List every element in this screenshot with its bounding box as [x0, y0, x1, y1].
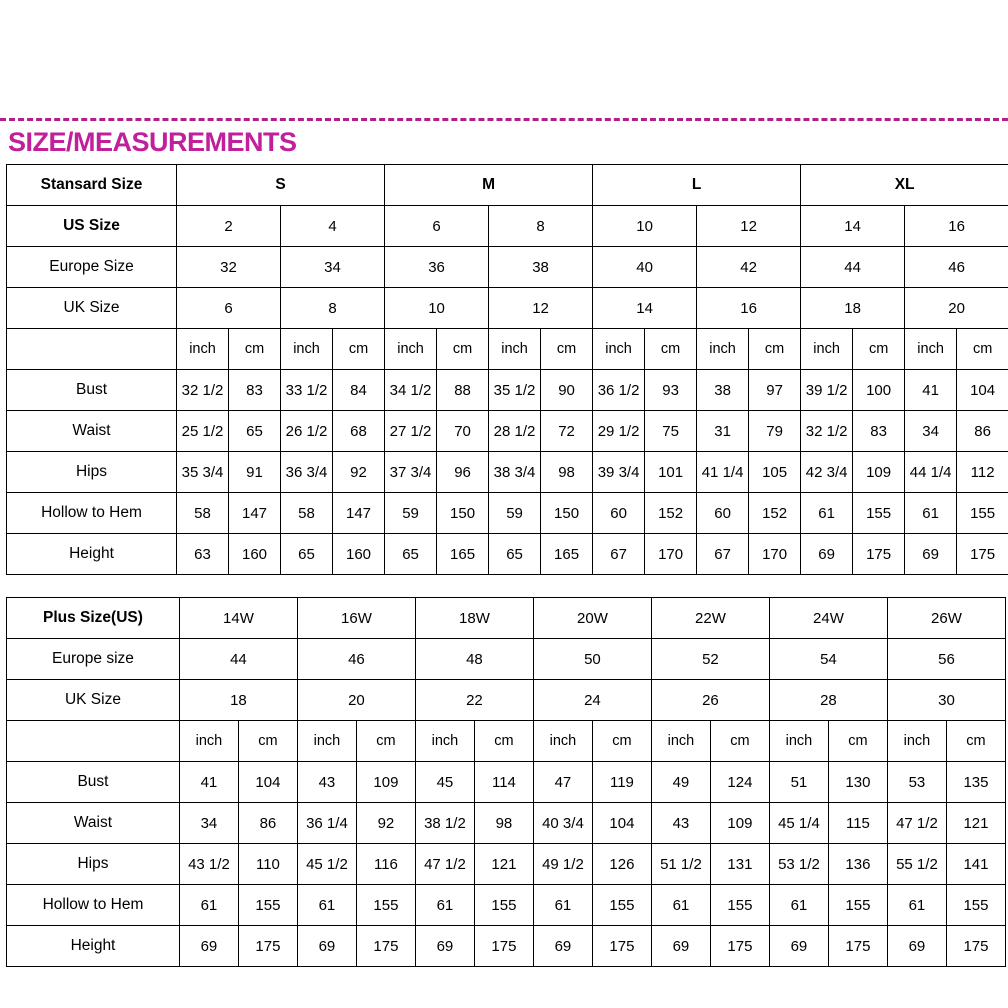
- cell: 16: [697, 288, 801, 329]
- unit-cell: cm: [592, 721, 651, 762]
- cell: 152: [749, 493, 801, 534]
- unit-cell: inch: [385, 329, 437, 370]
- row-label-empty: [7, 329, 177, 370]
- table-row: [7, 411, 1008, 452]
- cell: 104: [238, 762, 297, 803]
- cell: 110: [238, 844, 297, 885]
- cell: 92: [356, 803, 415, 844]
- cell: 48: [415, 639, 533, 680]
- cell: 42: [697, 247, 801, 288]
- cell: 61: [651, 885, 710, 926]
- cell: 44 1/4: [905, 452, 957, 493]
- cell: 69: [905, 534, 957, 575]
- cell: 36 1/2: [593, 370, 645, 411]
- cell: 61: [769, 885, 828, 926]
- cell: 6: [177, 288, 281, 329]
- cell: 40: [593, 247, 697, 288]
- cell: 155: [946, 885, 1005, 926]
- cell: 20: [905, 288, 1008, 329]
- cell: 124: [710, 762, 769, 803]
- cell: 61: [801, 493, 853, 534]
- cell: 98: [474, 803, 533, 844]
- cell: 41 1/4: [697, 452, 749, 493]
- row-label-hips: Hips: [7, 452, 177, 493]
- cell: 52: [651, 639, 769, 680]
- table-row-header: [7, 598, 1006, 639]
- plus-size-header: Plus Size(US): [7, 598, 180, 639]
- table-row: [7, 639, 1006, 680]
- plus-size-22w: 22W: [651, 598, 769, 639]
- unit-cell: cm: [710, 721, 769, 762]
- cell: 49 1/2: [533, 844, 592, 885]
- cell: 6: [385, 206, 489, 247]
- cell: 8: [489, 206, 593, 247]
- cell: 44: [801, 247, 905, 288]
- unit-cell: cm: [645, 329, 697, 370]
- cell: 16: [905, 206, 1008, 247]
- unit-cell: cm: [437, 329, 489, 370]
- unit-cell: inch: [489, 329, 541, 370]
- cell: 90: [541, 370, 593, 411]
- cell: 175: [710, 926, 769, 967]
- cell: 175: [356, 926, 415, 967]
- cell: 155: [853, 493, 905, 534]
- cell: 135: [946, 762, 1005, 803]
- table-row-units: [7, 329, 1008, 370]
- unit-cell: cm: [946, 721, 1005, 762]
- cell: 92: [333, 452, 385, 493]
- row-label-us-size: US Size: [7, 206, 177, 247]
- cell: 10: [593, 206, 697, 247]
- row-label-uk-size: UK Size: [7, 680, 180, 721]
- cell: 39 3/4: [593, 452, 645, 493]
- cell: 39 1/2: [801, 370, 853, 411]
- cell: 55 1/2: [887, 844, 946, 885]
- cell: 121: [474, 844, 533, 885]
- cell: 36 3/4: [281, 452, 333, 493]
- cell: 65: [385, 534, 437, 575]
- cell: 155: [957, 493, 1008, 534]
- cell: 34: [905, 411, 957, 452]
- cell: 79: [749, 411, 801, 452]
- cell: 26 1/2: [281, 411, 333, 452]
- table-row: [7, 680, 1006, 721]
- cell: 150: [437, 493, 489, 534]
- cell: 33 1/2: [281, 370, 333, 411]
- cell: 155: [356, 885, 415, 926]
- cell: 65: [281, 534, 333, 575]
- cell: 112: [957, 452, 1008, 493]
- unit-cell: cm: [749, 329, 801, 370]
- cell: 69: [415, 926, 474, 967]
- cell: 20: [297, 680, 415, 721]
- cell: 51: [769, 762, 828, 803]
- cell: 61: [179, 885, 238, 926]
- cell: 59: [489, 493, 541, 534]
- cell: 25 1/2: [177, 411, 229, 452]
- cell: 69: [297, 926, 356, 967]
- cell: 12: [697, 206, 801, 247]
- cell: 35 1/2: [489, 370, 541, 411]
- cell: 32: [177, 247, 281, 288]
- cell: 63: [177, 534, 229, 575]
- cell: 68: [333, 411, 385, 452]
- cell: 28 1/2: [489, 411, 541, 452]
- plus-size-24w: 24W: [769, 598, 887, 639]
- cell: 18: [801, 288, 905, 329]
- cell: 69: [179, 926, 238, 967]
- cell: 69: [769, 926, 828, 967]
- unit-cell: inch: [887, 721, 946, 762]
- cell: 61: [905, 493, 957, 534]
- table-gap: [0, 575, 1008, 597]
- cell: 46: [297, 639, 415, 680]
- cell: 150: [541, 493, 593, 534]
- table-row: [7, 534, 1008, 575]
- cell: 43: [651, 803, 710, 844]
- cell: 97: [749, 370, 801, 411]
- cell: 175: [957, 534, 1008, 575]
- cell: 84: [333, 370, 385, 411]
- cell: 175: [238, 926, 297, 967]
- cell: 50: [533, 639, 651, 680]
- cell: 175: [592, 926, 651, 967]
- cell: 24: [533, 680, 651, 721]
- row-label-hollow-to-hem: Hollow to Hem: [7, 493, 177, 534]
- cell: 29 1/2: [593, 411, 645, 452]
- unit-cell: inch: [179, 721, 238, 762]
- group-size-s: S: [177, 165, 385, 206]
- table-row-header: [7, 165, 1008, 206]
- cell: 14: [593, 288, 697, 329]
- cell: 18: [179, 680, 297, 721]
- table-row: [7, 885, 1006, 926]
- cell: 69: [887, 926, 946, 967]
- unit-cell: inch: [533, 721, 592, 762]
- page-title: SIZE/MEASUREMENTS: [8, 127, 297, 157]
- unit-cell: inch: [905, 329, 957, 370]
- cell: 75: [645, 411, 697, 452]
- table-row: [7, 206, 1008, 247]
- cell: 67: [697, 534, 749, 575]
- row-label-europe-size: Europe size: [7, 639, 180, 680]
- unit-cell: inch: [297, 721, 356, 762]
- row-label-height: Height: [7, 926, 180, 967]
- cell: 34: [179, 803, 238, 844]
- table-row-units: [7, 721, 1006, 762]
- row-label-empty: [7, 721, 180, 762]
- row-label-uk-size: UK Size: [7, 288, 177, 329]
- cell: 44: [179, 639, 297, 680]
- cell: 43: [297, 762, 356, 803]
- cell: 104: [592, 803, 651, 844]
- unit-cell: cm: [229, 329, 281, 370]
- cell: 32 1/2: [801, 411, 853, 452]
- unit-cell: cm: [853, 329, 905, 370]
- row-label-waist: Waist: [7, 411, 177, 452]
- cell: 47: [533, 762, 592, 803]
- unit-cell: cm: [957, 329, 1008, 370]
- cell: 58: [281, 493, 333, 534]
- cell: 91: [229, 452, 281, 493]
- cell: 45 1/4: [769, 803, 828, 844]
- row-label-bust: Bust: [7, 762, 180, 803]
- cell: 115: [828, 803, 887, 844]
- cell: 86: [957, 411, 1008, 452]
- cell: 54: [769, 639, 887, 680]
- unit-cell: inch: [697, 329, 749, 370]
- cell: 165: [541, 534, 593, 575]
- cell: 49: [651, 762, 710, 803]
- cell: 160: [333, 534, 385, 575]
- cell: 36 1/4: [297, 803, 356, 844]
- cell: 59: [385, 493, 437, 534]
- cell: 65: [229, 411, 281, 452]
- cell: 175: [946, 926, 1005, 967]
- unit-cell: inch: [651, 721, 710, 762]
- plus-size-18w: 18W: [415, 598, 533, 639]
- unit-cell: cm: [356, 721, 415, 762]
- plus-size-table: [6, 597, 1006, 967]
- cell: 45: [415, 762, 474, 803]
- unit-cell: inch: [177, 329, 229, 370]
- cell: 126: [592, 844, 651, 885]
- cell: 58: [177, 493, 229, 534]
- unit-cell: cm: [541, 329, 593, 370]
- cell: 104: [957, 370, 1008, 411]
- cell: 47 1/2: [415, 844, 474, 885]
- cell: 53 1/2: [769, 844, 828, 885]
- table-row: [7, 288, 1008, 329]
- cell: 61: [887, 885, 946, 926]
- standard-size-header: Stansard Size: [7, 165, 177, 206]
- unit-cell: cm: [474, 721, 533, 762]
- table-row: [7, 844, 1006, 885]
- unit-cell: inch: [415, 721, 474, 762]
- row-label-waist: Waist: [7, 803, 180, 844]
- table-row: [7, 370, 1008, 411]
- cell: 2: [177, 206, 281, 247]
- unit-cell: inch: [593, 329, 645, 370]
- unit-cell: inch: [769, 721, 828, 762]
- row-label-bust: Bust: [7, 370, 177, 411]
- cell: 165: [437, 534, 489, 575]
- cell: 69: [651, 926, 710, 967]
- cell: 41: [905, 370, 957, 411]
- cell: 46: [905, 247, 1008, 288]
- unit-cell: inch: [281, 329, 333, 370]
- cell: 14: [801, 206, 905, 247]
- standard-size-table: [6, 164, 1008, 575]
- cell: 65: [489, 534, 541, 575]
- cell: 96: [437, 452, 489, 493]
- cell: 175: [474, 926, 533, 967]
- cell: 53: [887, 762, 946, 803]
- cell: 147: [229, 493, 281, 534]
- cell: 61: [297, 885, 356, 926]
- group-size-l: L: [593, 165, 801, 206]
- cell: 155: [710, 885, 769, 926]
- cell: 60: [593, 493, 645, 534]
- cell: 131: [710, 844, 769, 885]
- cell: 170: [749, 534, 801, 575]
- cell: 34 1/2: [385, 370, 437, 411]
- cell: 10: [385, 288, 489, 329]
- cell: 38: [697, 370, 749, 411]
- cell: 160: [229, 534, 281, 575]
- cell: 22: [415, 680, 533, 721]
- cell: 155: [828, 885, 887, 926]
- table-row: [7, 803, 1006, 844]
- cell: 67: [593, 534, 645, 575]
- cell: 116: [356, 844, 415, 885]
- unit-cell: cm: [828, 721, 887, 762]
- plus-size-16w: 16W: [297, 598, 415, 639]
- cell: 72: [541, 411, 593, 452]
- cell: 109: [710, 803, 769, 844]
- cell: 155: [592, 885, 651, 926]
- cell: 98: [541, 452, 593, 493]
- cell: 69: [533, 926, 592, 967]
- table-row: [7, 493, 1008, 534]
- cell: 136: [828, 844, 887, 885]
- cell: 61: [415, 885, 474, 926]
- cell: 101: [645, 452, 697, 493]
- cell: 31: [697, 411, 749, 452]
- cell: 105: [749, 452, 801, 493]
- unit-cell: cm: [333, 329, 385, 370]
- cell: 175: [853, 534, 905, 575]
- cell: 28: [769, 680, 887, 721]
- cell: 41: [179, 762, 238, 803]
- table-row: [7, 926, 1006, 967]
- cell: 27 1/2: [385, 411, 437, 452]
- cell: 34: [281, 247, 385, 288]
- cell: 141: [946, 844, 1005, 885]
- cell: 86: [238, 803, 297, 844]
- cell: 12: [489, 288, 593, 329]
- cell: 35 3/4: [177, 452, 229, 493]
- cell: 8: [281, 288, 385, 329]
- cell: 42 3/4: [801, 452, 853, 493]
- group-size-m: M: [385, 165, 593, 206]
- cell: 32 1/2: [177, 370, 229, 411]
- cell: 56: [887, 639, 1005, 680]
- cell: 83: [853, 411, 905, 452]
- cell: 61: [533, 885, 592, 926]
- cell: 100: [853, 370, 905, 411]
- cell: 152: [645, 493, 697, 534]
- cell: 175: [828, 926, 887, 967]
- row-label-height: Height: [7, 534, 177, 575]
- cell: 45 1/2: [297, 844, 356, 885]
- cell: 4: [281, 206, 385, 247]
- unit-cell: cm: [238, 721, 297, 762]
- cell: 38: [489, 247, 593, 288]
- row-label-hollow-to-hem: Hollow to Hem: [7, 885, 180, 926]
- row-label-europe-size: Europe Size: [7, 247, 177, 288]
- cell: 36: [385, 247, 489, 288]
- cell: 109: [356, 762, 415, 803]
- cell: 147: [333, 493, 385, 534]
- cell: 38 3/4: [489, 452, 541, 493]
- cell: 47 1/2: [887, 803, 946, 844]
- cell: 60: [697, 493, 749, 534]
- cell: 30: [887, 680, 1005, 721]
- table-row: [7, 762, 1006, 803]
- cell: 93: [645, 370, 697, 411]
- cell: 38 1/2: [415, 803, 474, 844]
- cell: 37 3/4: [385, 452, 437, 493]
- cell: 155: [238, 885, 297, 926]
- cell: 119: [592, 762, 651, 803]
- cell: 88: [437, 370, 489, 411]
- cell: 114: [474, 762, 533, 803]
- cell: 70: [437, 411, 489, 452]
- group-size-xl: XL: [801, 165, 1008, 206]
- row-label-hips: Hips: [7, 844, 180, 885]
- cell: 40 3/4: [533, 803, 592, 844]
- table-row: [7, 247, 1008, 288]
- cell: 69: [801, 534, 853, 575]
- unit-cell: inch: [801, 329, 853, 370]
- plus-size-20w: 20W: [533, 598, 651, 639]
- cell: 155: [474, 885, 533, 926]
- cell: 109: [853, 452, 905, 493]
- cell: 51 1/2: [651, 844, 710, 885]
- cell: 43 1/2: [179, 844, 238, 885]
- plus-size-26w: 26W: [887, 598, 1005, 639]
- top-whitespace: [0, 0, 1008, 118]
- cell: 130: [828, 762, 887, 803]
- cell: 83: [229, 370, 281, 411]
- plus-size-14w: 14W: [179, 598, 297, 639]
- cell: 121: [946, 803, 1005, 844]
- cell: 26: [651, 680, 769, 721]
- cell: 170: [645, 534, 697, 575]
- table-row: [7, 452, 1008, 493]
